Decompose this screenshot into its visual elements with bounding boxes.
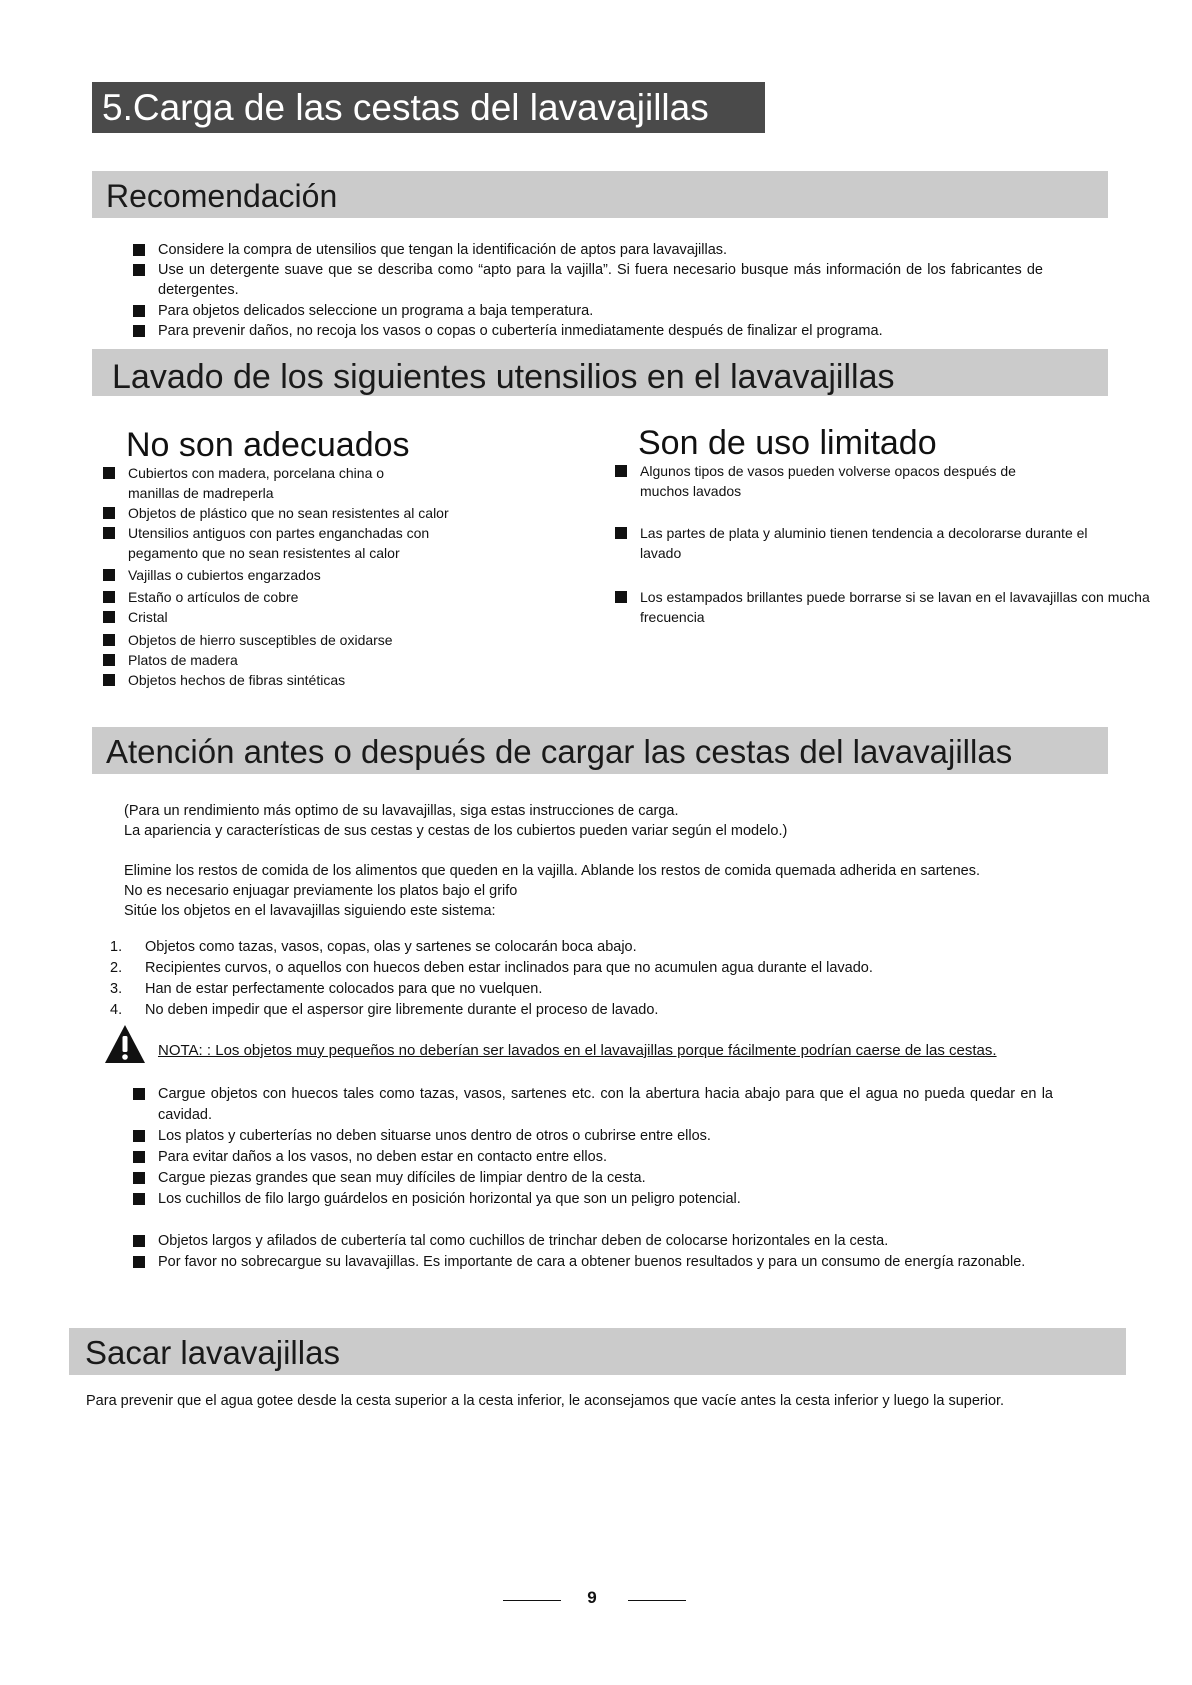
list-item: Considere la compra de utensilios que tengan la identificación de aptos para lavavajillas. xyxy=(133,240,1043,260)
list-item: Los cuchillos de filo largo guárdelos en posición horizontal ya que son un peligro potencial. xyxy=(133,1189,1053,1210)
list-item: Objetos de plástico que no sean resistentes al calor xyxy=(103,503,493,523)
recomendacion-list xyxy=(133,240,1043,341)
list-item: Objetos de hierro susceptibles de oxidarse xyxy=(103,630,493,650)
uso-limitado-list xyxy=(615,461,1150,627)
atencion-intro xyxy=(124,801,1084,841)
section-heading: Recomendación xyxy=(106,178,338,214)
warning-triangle-icon xyxy=(104,1024,146,1064)
list-item: Cargue objetos con huecos tales como tazas, vasos, sartenes etc. con la abertura hacia abajo para que el agua no pueda quedar en la cavidad. xyxy=(133,1084,1053,1126)
footer-rule-right xyxy=(628,1600,686,1601)
list-item: Para prevenir daños, no recoja los vasos o copas o cubertería inmediatamente después de finalizar el programa. xyxy=(133,321,1043,341)
list-item: Use un detergente suave que se describa como “apto para la vajilla”. Si fuera necesario busque más información de los fabricantes de detergentes. xyxy=(133,260,1043,300)
step-text: No deben impedir que el aspersor gire libremente durante el proceso de lavado. xyxy=(145,1002,659,1018)
step-text: Objetos como tazas, vasos, copas, olas y sartenes se colocarán boca abajo. xyxy=(145,939,637,955)
step-item xyxy=(110,937,1110,958)
section-heading: Lavado de los siguientes utensilios en el lavavajillas xyxy=(112,358,895,396)
intro-line: La apariencia y características de sus cestas y cestas de los cubiertos pueden variar según el modelo.) xyxy=(124,823,788,839)
step-text: Recipientes curvos, o aquellos con huecos deben estar inclinados para que no acumulen agua durante el lavado. xyxy=(145,960,873,976)
nota-row xyxy=(104,1024,1104,1066)
list-item: Objetos hechos de fibras sintéticas xyxy=(103,670,493,690)
section-lavado-header xyxy=(92,349,1108,396)
step-text: Han de estar perfectamente colocados para que no vuelquen. xyxy=(145,981,543,997)
step-number: 3. xyxy=(110,981,123,997)
step-number: 2. xyxy=(110,960,123,976)
sacar-text: Para prevenir que el agua gotee desde la cesta superior a la cesta inferior, le aconsejamos que vacíe antes la cesta inferior y luego la superior. xyxy=(86,1393,1005,1409)
no-adecuados-list xyxy=(103,463,493,690)
list-item: Por favor no sobrecargue su lavavajillas. Es importante de cara a obtener buenos resultados y para un consumo de energía razonable. xyxy=(133,1252,1153,1273)
list-item: Para objetos delicados seleccione un programa a baja temperatura. xyxy=(133,301,1043,321)
loading-tips-list-2 xyxy=(133,1231,1153,1273)
section-heading: Sacar lavavajillas xyxy=(85,1334,340,1371)
para-line: No es necesario enjuagar previamente los platos bajo el grifo xyxy=(124,883,518,899)
list-item: Los platos y cuberterías no deben situarse unos dentro de otros o cubrirse entre ellos. xyxy=(133,1126,1053,1147)
loading-tips-list xyxy=(133,1084,1053,1210)
step-item xyxy=(110,979,1110,1000)
nota-text: NOTA: : Los objetos muy pequeños no deberían ser lavados en el lavavajillas porque fácilmente podrían caerse de las cestas. xyxy=(158,1042,997,1059)
steps-list xyxy=(110,937,1110,1021)
para-line: Sitúe los objetos en el lavavajillas siguiendo este sistema: xyxy=(124,903,496,919)
step-number: 4. xyxy=(110,1002,123,1018)
step-item xyxy=(110,1000,1110,1021)
step-number: 1. xyxy=(110,939,123,955)
list-item: Cubiertos con madera, porcelana china o manillas de madreperla xyxy=(103,463,418,503)
uso-limitado-heading: Son de uso limitado xyxy=(638,424,937,462)
page-title: 5.Carga de las cestas del lavavajillas xyxy=(92,82,765,133)
atencion-para xyxy=(124,861,1124,921)
section-atencion-header xyxy=(92,727,1108,774)
list-item: Las partes de plata y aluminio tienen tendencia a decolorarse durante el lavado xyxy=(615,523,1110,563)
list-item: Vajillas o cubiertos engarzados xyxy=(103,565,493,585)
list-item: Platos de madera xyxy=(103,650,493,670)
list-item: Utensilios antiguos con partes enganchadas con pegamento que no sean resistentes al calor xyxy=(103,523,468,563)
list-item: Estaño o artículos de cobre xyxy=(103,587,493,607)
list-item: Algunos tipos de vasos pueden volverse opacos después de muchos lavados xyxy=(615,461,1060,501)
list-item: Cargue piezas grandes que sean muy difíciles de limpiar dentro de la cesta. xyxy=(133,1168,1053,1189)
footer-rule-left xyxy=(503,1600,561,1601)
section-recomendacion-header xyxy=(92,171,1108,218)
list-item: Cristal xyxy=(103,607,493,627)
para-line: Elimine los restos de comida de los alimentos que queden en la vajilla. Ablande los restos de comida quemada adherida en sartenes. xyxy=(124,863,981,879)
page-number: 9 xyxy=(587,1588,597,1607)
step-item xyxy=(110,958,1110,979)
list-item: Los estampados brillantes puede borrarse si se lavan en el lavavajillas con mucha frecuencia xyxy=(615,587,1150,627)
list-item: Para evitar daños a los vasos, no deben estar en contacto entre ellos. xyxy=(133,1147,1053,1168)
section-sacar-header xyxy=(69,1328,1126,1375)
section-heading: Atención antes o después de cargar las cestas del lavavajillas xyxy=(106,733,1013,770)
no-adecuados-heading: No son adecuados xyxy=(126,426,410,464)
intro-line: (Para un rendimiento más optimo de su lavavajillas, siga estas instrucciones de carga. xyxy=(124,803,679,819)
list-item: Objetos largos y afilados de cubertería tal como cuchillos de trinchar deben de colocarse horizontales en la cesta. xyxy=(133,1231,1153,1252)
